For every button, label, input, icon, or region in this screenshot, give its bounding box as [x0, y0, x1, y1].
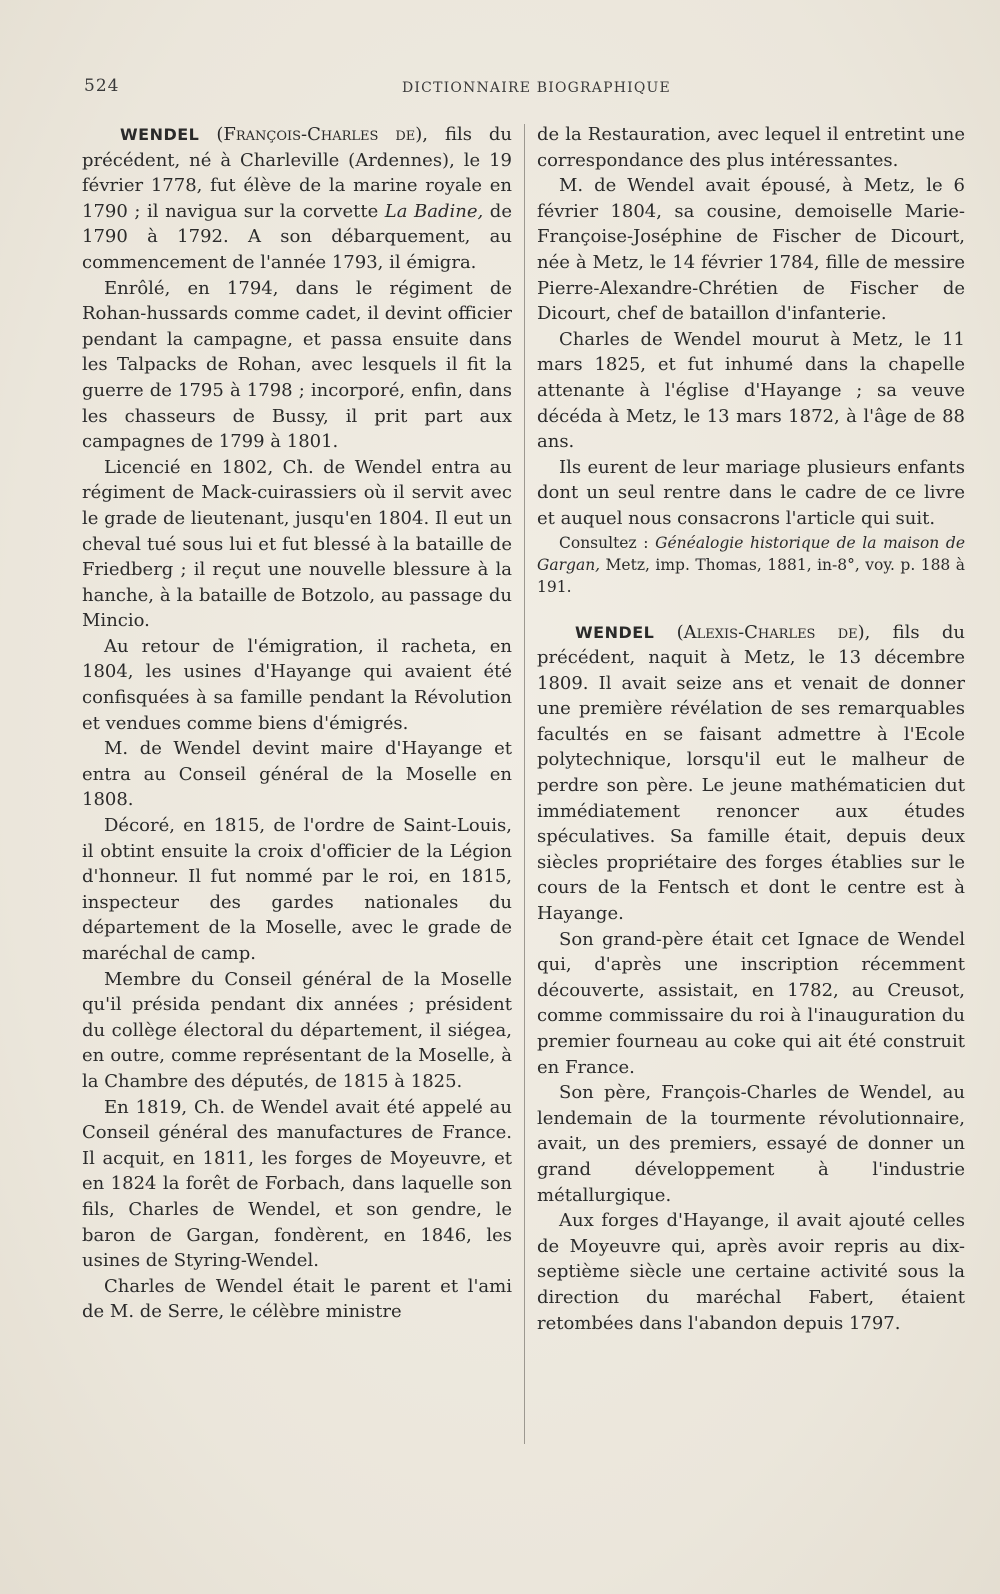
consult-details: Metz, imp. Thomas, 1881, in-8°, voy. p. 188 à 191. [537, 555, 965, 596]
right-column [537, 122, 965, 1336]
consult-reference [537, 532, 965, 598]
paragraph: Enrôlé, en 1794, dans le régiment de Rohan-hussards comme cadet, il devint officier pendant la campagne, et passa ensuite dans les Talpacks de Rohan, avec lesquels il fit la guerre de 1795 à 1798 ; incorporé, enfin, dans les chasseurs de Bussy, il prit part aux campagnes de 1799 à 1801. [82, 277, 512, 453]
paragraph: Son grand-père était cet Ignace de Wendel qui, d'après une inscription récemment découverte, assistait, en 1782, au Creusot, comme commissaire du roi à l'inauguration du premier fourneau au coke qui ait été construit en France. [537, 928, 965, 1078]
paragraph-continued: de la Restauration, avec lequel il entretint une correspondance des plus intéressantes. [537, 124, 965, 171]
paragraph: Ils eurent de leur mariage plusieurs enfants dont un seul rentre dans le cadre de ce livre et auquel nous consacrons l'article qui suit. [537, 456, 965, 529]
entry-headword: WENDEL [120, 125, 200, 144]
column-divider [524, 124, 525, 1444]
ship-name: La Badine, [384, 200, 484, 222]
page-number: 524 [84, 76, 120, 96]
paragraph: M. de Wendel devint maire d'Hayange et entra au Conseil général de la Moselle en 1808. [82, 738, 512, 811]
entry-text: , fils du précédent, né à Charleville (Ardennes), le 19 février 1778, fut élève de la marine royale en 1790 ; il navigua sur la corvette [82, 124, 512, 222]
consult-label: Consultez : [559, 533, 656, 552]
paragraph: M. de Wendel avait épousé, à Metz, le 6 février 1804, sa cousine, demoiselle Marie-Françoise-Joséphine de Fischer de Dicourt, née à Metz, le 14 février 1784, fille de messire Pierre-Alexandre-Chrétien de Fischer de Dicourt, chef de bataillon d'infanterie. [537, 175, 965, 325]
entry-text: , fils du précédent, naquit à Metz, le 13 décembre 1809. Il avait seize ans et venait de donner une première révélation de ses remarquables facultés en se faisant admettre à l'Ecole polytechnique, lorsqu'il eut le malheur de perdre son père. Le jeune mathématicien dut immédiatement renoncer aux études spéculatives. Sa famille était, depuis deux siècles propriétaire des forges établies sur le cours de la Fentsch et dont le centre est à Hayange. [537, 621, 965, 925]
paragraph: Membre du Conseil général de la Moselle qu'il présida pendant dix années ; président du collège électoral du département, il siégea, en outre, comme représentant de la Moselle, à la Chambre des députés, de 1815 à 1825. [82, 968, 512, 1092]
paragraph: Charles de Wendel mourut à Metz, le 11 mars 1825, et fut inhumé dans la chapelle attenante à l'église d'Hayange ; sa veuve décéda à Metz, le 13 mars 1872, à l'âge de 88 ans. [537, 328, 965, 453]
entry-francois-charles [82, 122, 512, 276]
entry-text-end: de 1790 à 1792. A son débarquement, au commencement de l'année 1793, il émigra. [82, 200, 512, 273]
paragraph: Licencié en 1802, Ch. de Wendel entra au régiment de Mack-cuirassiers où il servit avec le grade de lieutenant, jusqu'en 1804. Il eut un cheval tué sous lui et fut blessé à la bataille de Friedberg ; il reçut une nouvelle blessure à la hanche, à la bataille de Botzolo, au passage du Mincio. [82, 456, 512, 632]
running-title: DICTIONNAIRE BIOGRAPHIQUE [402, 80, 671, 96]
consult-title: Généalogie historique de la maison de Gargan, [537, 533, 965, 574]
paragraph: Charles de Wendel était le parent et l'ami de M. de Serre, le célèbre ministre [82, 1275, 512, 1323]
paragraph: Décoré, en 1815, de l'ordre de Saint-Louis, il obtint ensuite la croix d'officier de la Légion d'honneur. Il fut nommé par le roi, en 1815, inspecteur des gardes nationales du département de la Moselle, avec le grade de maréchal de camp. [82, 815, 512, 964]
entry-headword: WENDEL [575, 622, 655, 642]
paragraph: Son père, François-Charles de Wendel, au lendemain de la tourmente révolutionnaire, avait, un des premiers, essayé de donner un grand développement à l'industrie métallurgique. [537, 1082, 965, 1206]
left-column [82, 122, 512, 1325]
paragraph: Au retour de l'émigration, il racheta, en 1804, les usines d'Hayange qui avaient été confisquées à sa famille pendant la Révolution et vendues comme biens d'émigrés. [82, 635, 512, 734]
entry-name: (Alexis-Charles de) [676, 621, 865, 643]
paragraph: En 1819, Ch. de Wendel avait été appelé au Conseil général des manufactures de France. Il acquit, en 1811, les forges de Moyeuvre, et en 1824 la forêt de Forbach, dans laquelle son fils, Charles de Wendel, et son gendre, le baron de Gargan, fondèrent, en 1846, les usines de Styring-Wendel. [82, 1096, 512, 1272]
paragraph: Aux forges d'Hayange, il avait ajouté celles de Moyeuvre qui, après avoir repris au dix-septième siècle une certaine activité sous la direction du maréchal Fabert, étaient retombées dans l'abandon depuis 1797. [537, 1210, 965, 1334]
entry-name: (François-Charles de) [216, 124, 423, 145]
entry-alexis-charles [537, 620, 965, 927]
